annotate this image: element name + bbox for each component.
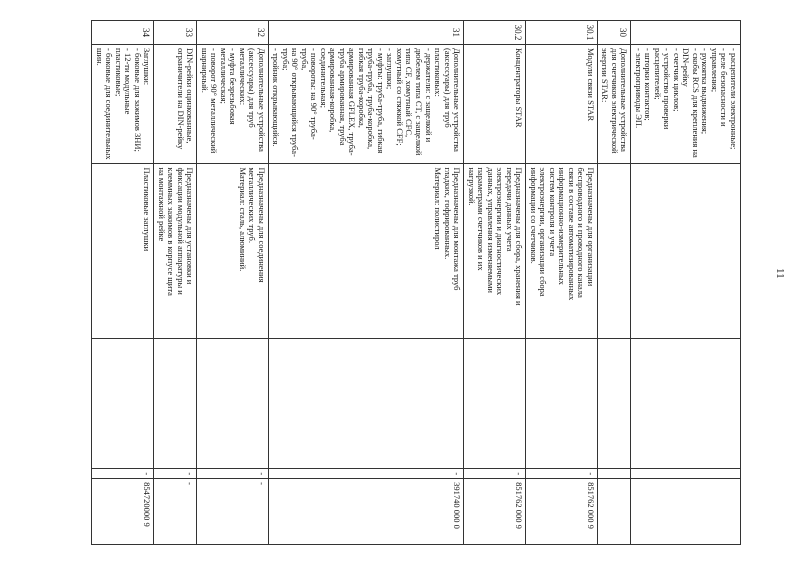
row-name [154, 44, 197, 163]
cell-text-line: Материал: сталь, алюминий. [237, 167, 248, 272]
cell-text-line: на монтажной рейке [156, 167, 167, 242]
cell-text-line: - тройник открывающийся. [271, 47, 282, 147]
table-row [631, 21, 741, 545]
row-number: 33 [154, 21, 197, 45]
row-name [464, 44, 526, 163]
row-empty-cell [197, 338, 269, 469]
cell-text-line: соединительная; [318, 47, 329, 108]
table-row [154, 21, 197, 545]
cell-text-line: металлических: [237, 47, 248, 106]
cell-text-line: Предназначены для установки и [185, 167, 196, 285]
cell-text-line: для счетчиков электрической [609, 47, 620, 154]
cell-text-line: - рукоятка выдвижения; [700, 47, 711, 135]
cell-text-line: Пластиковые заглушки [142, 167, 153, 252]
cell-text-line: дюбелем типа CT, с защелкой [414, 47, 425, 156]
cell-text-line: типа CF, хомутный CFC, [404, 47, 415, 138]
row-number: 30.2 [464, 21, 526, 45]
cell-text-line: - заглушки; [385, 47, 396, 90]
cell-text-line: информации со счетчиков. [528, 167, 539, 264]
row-code: - [154, 479, 197, 545]
cell-text-line: (аксессуары) для труб [442, 47, 453, 128]
cell-text-line: - боковые для соединительных [104, 47, 115, 160]
cell-text-line: - устройство проверки [662, 47, 673, 130]
row-dash: - [464, 469, 526, 479]
row-description [464, 164, 526, 338]
cell-text-line: армированная GFLEX, труба- [347, 47, 358, 156]
row-description [631, 164, 741, 338]
row-name [268, 44, 463, 163]
cell-text-line: шарнирный. [199, 47, 210, 93]
cell-text-line: шин. [94, 47, 105, 66]
row-code: 854720000 9 [92, 479, 154, 545]
row-empty-cell [92, 338, 154, 469]
row-number [631, 21, 741, 45]
cell-text-line: - боковые для зажимов ЗНИ; [132, 47, 143, 152]
row-empty-cell [631, 338, 741, 469]
cell-text-line: беспроводного и проводного канала [576, 167, 587, 298]
cell-text-line: данных, управления изменяемыми [485, 167, 496, 293]
cell-text-line: параметрами счетчиков и их [476, 167, 487, 271]
row-empty-cell [268, 338, 463, 469]
row-number: 30 [597, 21, 631, 45]
row-description [597, 164, 631, 338]
page-number: 11 [774, 268, 786, 279]
row-name [631, 44, 741, 163]
row-description [268, 164, 463, 338]
row-description [526, 164, 598, 338]
table-body [92, 21, 741, 545]
row-name [197, 44, 269, 163]
cell-text-line: ограничители на DIN-рейку [175, 47, 186, 150]
cell-text-line: связи в составе автоматизированных [566, 167, 577, 301]
cell-text-line: энергии STAR: [600, 47, 611, 103]
table-row [597, 21, 631, 545]
cell-text-line: гибкая труба-коробка, [356, 47, 367, 128]
cell-text-line: - шторки контактов; [643, 47, 654, 121]
product-table [91, 20, 741, 545]
row-code: 391740 000 0 [268, 479, 463, 545]
cell-text-line: - реле безопасности и [719, 47, 730, 127]
cell-text-line: Предназначены для монтажа труб [452, 167, 463, 291]
cell-text-line: Дополнительные устройства [256, 47, 267, 152]
cell-text-line: армированная-коробка, [328, 47, 339, 133]
row-dash: - [92, 469, 154, 479]
cell-text-line: - 12-ти модульные [123, 47, 134, 115]
table-row [197, 21, 269, 545]
table-row [268, 21, 463, 545]
cell-text-line: Дополнительные устройства [452, 47, 463, 152]
cell-text-line: нагрузкой. [466, 167, 477, 206]
cell-text-line: пластиковые; [113, 47, 124, 97]
cell-text-line: информационно-измерительных [557, 167, 568, 285]
cell-text-line: металлических труб. [247, 167, 258, 243]
cell-text-line: расцепителей; [652, 47, 663, 100]
cell-text-line: на 90° открывающийся труба- [290, 47, 301, 157]
cell-text-line: управления; [709, 47, 720, 93]
row-name [597, 44, 631, 163]
row-number: 34 [92, 21, 154, 45]
cell-text-line: Дополнительные устройства [619, 47, 630, 152]
cell-text-line: Модули связи STAR [585, 47, 596, 122]
row-empty-cell [154, 338, 197, 469]
cell-text-line: (аксессуары) для труб [247, 47, 258, 128]
cell-text-line: - счетчик циклов; [671, 47, 682, 112]
cell-text-line: Предназначены для организации [585, 167, 596, 287]
row-dash [597, 469, 631, 479]
cell-text-line: - муфта безрезьбовая [228, 47, 239, 125]
row-code [597, 479, 631, 545]
row-description [154, 164, 197, 338]
cell-text-line: хомутный со стяжкой CFF; [394, 47, 405, 146]
row-number: 32 [197, 21, 269, 45]
cell-text-line: клеммных зажимов в корпусе щита [166, 167, 177, 296]
row-description [92, 164, 154, 338]
row-empty-cell [526, 338, 598, 469]
row-number: 30.1 [526, 21, 598, 45]
row-dash: - [268, 469, 463, 479]
cell-text-line: - поворот 90° металлический [209, 47, 220, 154]
cell-text-line: труба армированная, труба [337, 47, 348, 146]
table-row [526, 21, 598, 545]
row-name [526, 44, 598, 163]
cell-text-line: систем контроля и учета [547, 167, 558, 257]
row-dash: - [526, 469, 598, 479]
cell-text-line: электроэнергии, организации сбора [538, 167, 549, 297]
row-description [197, 164, 269, 338]
cell-text-line: - скобы RCS для крепления на [690, 47, 701, 158]
cell-text-line: труба; [280, 47, 291, 71]
row-code: - [197, 479, 269, 545]
cell-text-line: металлическая; [218, 47, 229, 104]
row-name [92, 44, 154, 163]
cell-text-line: Предназначены для сбора, хранения и [514, 167, 525, 306]
cell-text-line: Заглушки: [142, 47, 153, 86]
cell-text-line: DIN-рейки оцинкованные, [185, 47, 196, 144]
cell-text-line: - расцепители электронные; [729, 47, 739, 150]
cell-text-line: DIN-рейку [681, 47, 692, 87]
cell-text-line: передачи данных учета [504, 167, 515, 252]
row-code [631, 479, 741, 545]
cell-text-line: - электроприводы ЭП. [633, 47, 644, 129]
cell-text-line: - держатели: с защелкой и [423, 47, 434, 143]
row-number: 31 [268, 21, 463, 45]
row-code: 851762 000 9 [526, 479, 598, 545]
cell-text-line: - муфты: труба-труба, гибкая [375, 47, 386, 154]
cell-text-line: - повороты: на 90° труба-труба, [299, 47, 320, 140]
cell-text-line: электроэнергии и диагностических [495, 167, 506, 296]
table-row [464, 21, 526, 545]
cell-text-line: пластиковых: [433, 47, 444, 97]
cell-text-line: Предназначены для соединения [256, 167, 267, 283]
row-dash [631, 469, 741, 479]
row-dash: - [197, 469, 269, 479]
row-code: 851762 000 9 [464, 479, 526, 545]
row-empty-cell [464, 338, 526, 469]
cell-text-line: труба-труба, труба-коробка, [366, 47, 377, 150]
cell-text-line: Концентраторы STAR [514, 47, 525, 128]
table-row [92, 21, 154, 545]
row-dash: - [154, 469, 197, 479]
row-empty-cell [597, 338, 631, 469]
cell-text-line: Материал: полистирол [433, 167, 444, 250]
cell-text-line: гладких, гофрированных. [442, 167, 453, 260]
cell-text-line: фиксации модульной аппаратуры и [175, 167, 186, 295]
